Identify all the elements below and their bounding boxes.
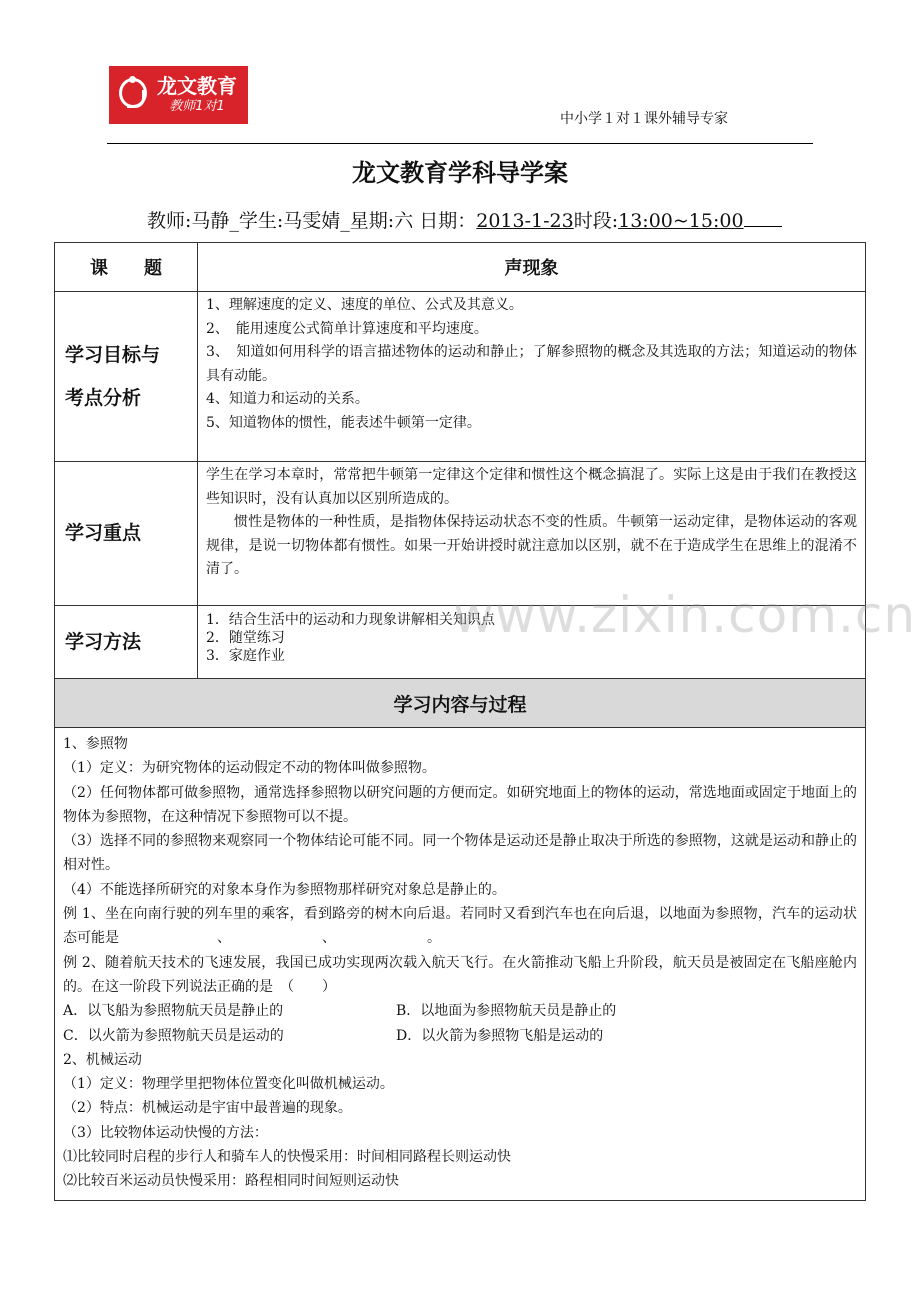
goal-item: 4、知道力和运动的关系。 bbox=[206, 391, 369, 407]
content-line: （2）特点：机械运动是宇宙中最普遍的现象。 bbox=[63, 1100, 352, 1117]
logo-subtitle: 教师1对1 bbox=[169, 99, 225, 114]
option-d: D．以火箭为参照物飞船是运动的 bbox=[396, 1027, 604, 1044]
goals-label-line-2: 考点分析 bbox=[65, 386, 142, 409]
period-label: 时段: bbox=[573, 210, 619, 232]
brand-logo bbox=[109, 66, 248, 124]
goals-label bbox=[55, 292, 198, 462]
content-line: （1）定义：为研究物体的运动假定不动的物体叫做参照物。 bbox=[63, 760, 436, 777]
page-title: 龙文教育学科导学案 bbox=[352, 159, 568, 187]
goal-item: 5、知道物体的惯性，能表述牛顿第一定律。 bbox=[206, 414, 481, 431]
options-row bbox=[63, 1024, 857, 1048]
logo-name: 龙文教育 bbox=[157, 74, 237, 98]
content-line: （4）不能选择所研究的对象本身作为参照物那样研究对象总是静止的。 bbox=[63, 881, 506, 898]
options-row bbox=[63, 999, 857, 1023]
section-heading: 学习内容与过程 bbox=[55, 679, 866, 728]
goals-label-line-1: 学习目标与 bbox=[65, 343, 161, 366]
lesson-content bbox=[55, 728, 866, 1201]
content-heading: 2、机械运动 bbox=[63, 1051, 142, 1068]
content-line: ⑵比较百米运动员快慢采用：路程相同时间短则运动快 bbox=[63, 1173, 399, 1190]
teacher-student-day: 教师:马静_学生:马雯婧_星期:六 日期： bbox=[147, 210, 477, 232]
content-line: ⑴比较同时启程的步行人和骑车人的快慢采用：时间相同路程长则运动快 bbox=[63, 1149, 511, 1166]
goal-item: 1、理解速度的定义、速度的单位、公式及其意义。 bbox=[206, 297, 523, 313]
content-line: （3）比较物体运动快慢的方法： bbox=[63, 1124, 268, 1141]
example-1: 例 1、坐在向南行驶的列车里的乘客，看到路旁的树木向后退。若同时又看到汽车也在向后退，以地面为参照物，汽车的运动状态可能是 、 、 。 bbox=[63, 906, 857, 947]
lesson-period: 13:00~15:00 bbox=[618, 210, 744, 232]
header-divider bbox=[107, 143, 813, 144]
key-points-label: 学习重点 bbox=[55, 462, 198, 606]
method-item: 2．随堂练习 bbox=[206, 630, 285, 646]
content-line: （3）选择不同的参照物来观察同一个物体结论可能不同。同一个物体是运动还是静止取决于所选的参照物，这就是运动和静止的相对性。 bbox=[63, 833, 857, 874]
logo-icon bbox=[115, 72, 153, 118]
method-item: 1．结合生活中的运动和力现象讲解相关知识点 bbox=[206, 612, 495, 628]
goal-item: 3、 知道如何用科学的语言描述物体的运动和静止；了解参照物的概念及其选取的方法；知道运动的物体具有动能。 bbox=[206, 344, 857, 384]
method-item: 3．家庭作业 bbox=[206, 648, 285, 664]
lesson-date: 2013-1-23 bbox=[476, 210, 574, 232]
option-b: B．以地面为参照物航天员是静止的 bbox=[396, 1003, 617, 1020]
methods-label: 学习方法 bbox=[55, 606, 198, 679]
option-a: A．以飞船为参照物航天员是静止的 bbox=[63, 1003, 284, 1020]
methods-content bbox=[198, 586, 917, 679]
key-paragraph: 惯性是物体的一种性质，是指物体保持运动状态不变的性质。牛顿第一运动定律，是物体运动的客观规律，是说一切物体都有惯性。如果一开始讲授时就注意加以区别，就不在于造成学生在思维上的混淆不清了。 bbox=[206, 514, 857, 577]
example-2: 例 2、随着航天技术的飞速发展，我国已成功实现两次载入航天飞行。在火箭推动飞船上升阶段，航天员是被固定在飞船座舱内的。在这一阶段下列说法正确的是 （ ） bbox=[63, 954, 857, 995]
key-paragraph: 学生在学习本章时，常常把牛顿第一定律这个定律和惯性这个概念搞混了。实际上这是由于我们在教授这些知识时，没有认真加以区别所造成的。 bbox=[206, 467, 857, 507]
topic-value: 声现象 bbox=[198, 243, 866, 292]
content-line: （1）定义：物理学里把物体位置变化叫做机械运动。 bbox=[63, 1076, 394, 1093]
content-heading: 1、参照物 bbox=[63, 736, 128, 752]
option-c: C．以火箭为参照物航天员是运动的 bbox=[63, 1027, 284, 1044]
header-slogan: 中小学１对１课外辅导专家 bbox=[560, 111, 728, 127]
lesson-plan-table bbox=[54, 242, 917, 1201]
topic-label: 课 题 bbox=[55, 243, 198, 292]
watermark: www.zixin.com.cn bbox=[453, 586, 917, 644]
goals-content bbox=[198, 292, 866, 462]
key-points-content bbox=[198, 462, 866, 606]
content-line: （2）任何物体都可做参照物，通常选择参照物以研究问题的方便而定。如研究地面上的物体的运动，常选地面或固定于地面上的物体为参照物，在这种情况下参照物可以不提。 bbox=[63, 784, 857, 825]
lesson-info bbox=[147, 206, 782, 233]
goal-item: 2、 能用速度公式简单计算速度和平均速度。 bbox=[206, 320, 488, 337]
